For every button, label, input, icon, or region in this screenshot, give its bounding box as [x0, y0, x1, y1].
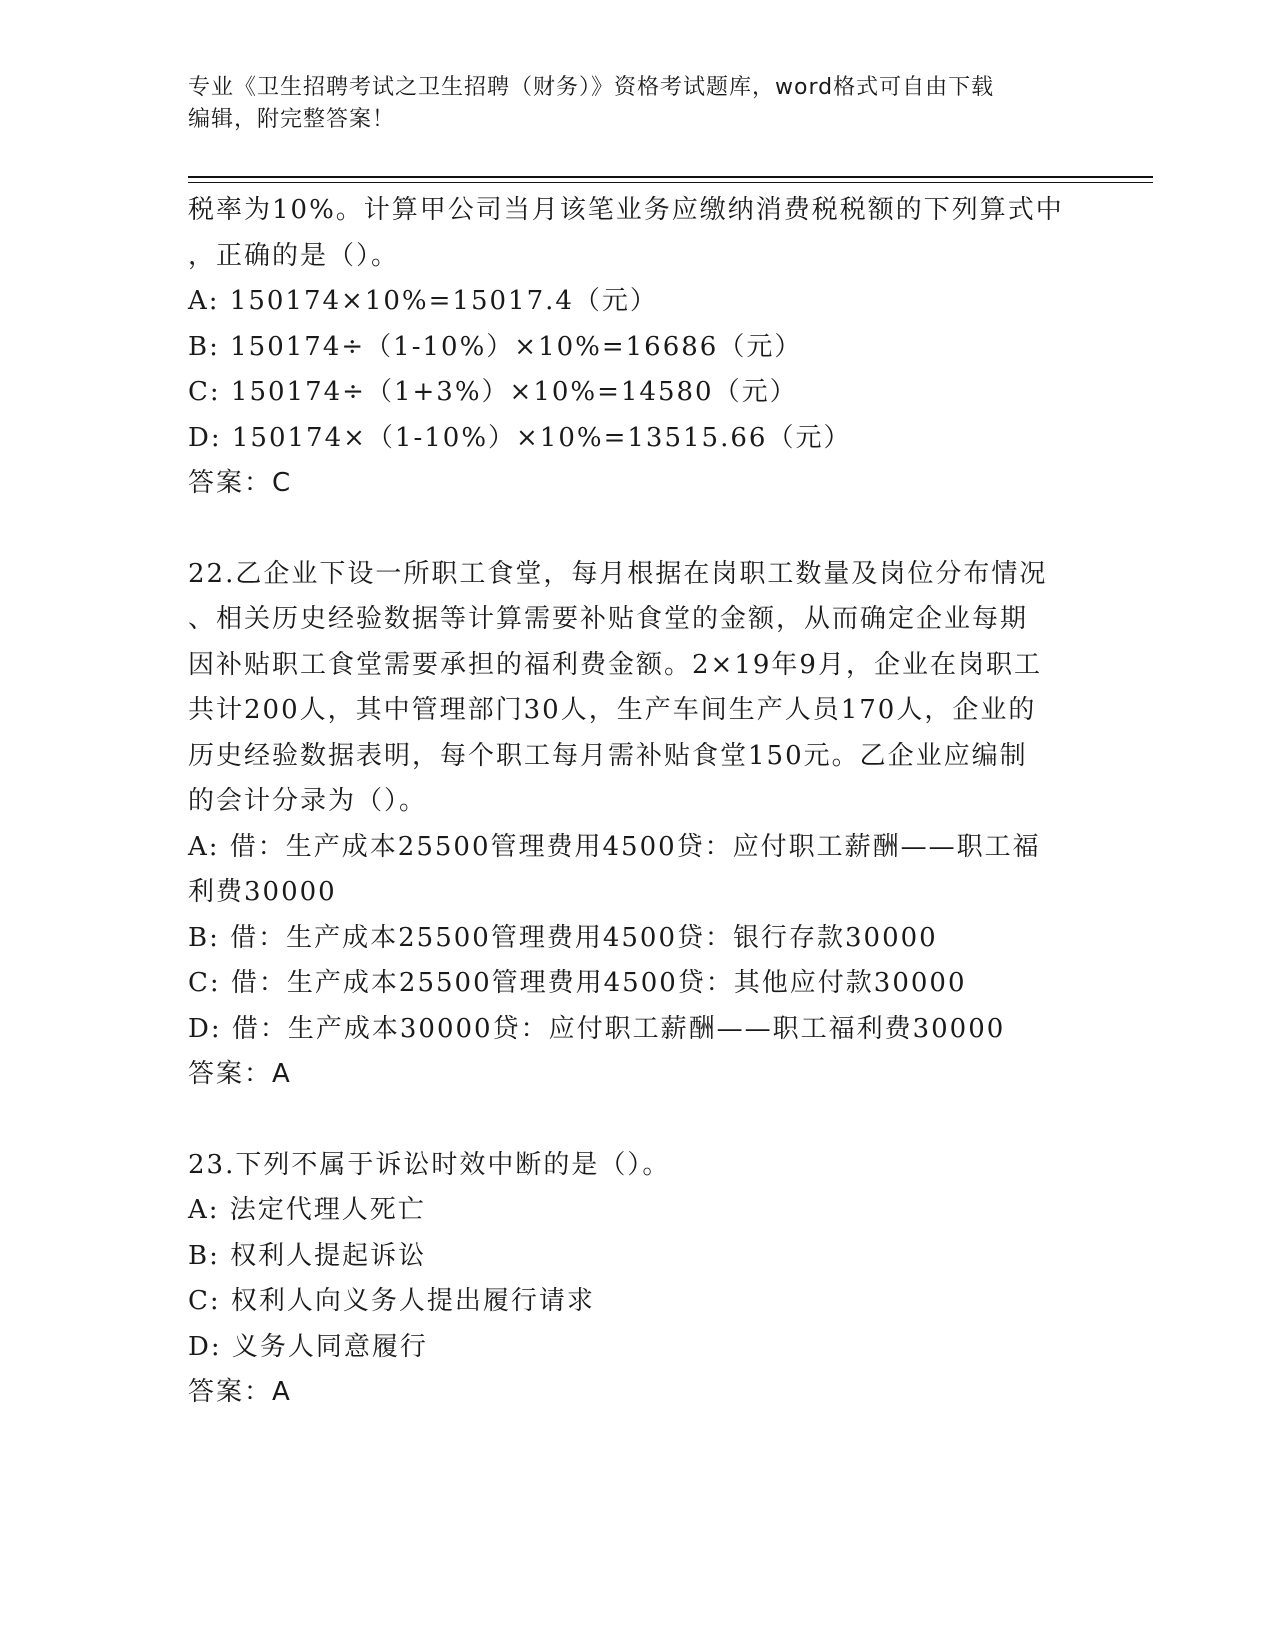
- question-stem-line: 共计200人，其中管理部门30人，生产车间生产人员170人，企业的: [188, 695, 1037, 725]
- option-c: C: 权利人向义务人提出履行请求: [188, 1286, 595, 1316]
- answer-line: 答案：C: [188, 468, 293, 498]
- option-b: B: 150174÷（1-10%）×10%=16686（元）: [188, 331, 803, 362]
- question-21: [188, 188, 1088, 507]
- option-b: B: 权利人提起诉讼: [188, 1240, 427, 1271]
- question-stem-line: 历史经验数据表明，每个职工每月需补贴食堂150元。乙企业应编制: [188, 740, 1028, 771]
- answer-line: 答案：A: [188, 1377, 292, 1407]
- question-stem-line: ，正确的是（）。: [188, 240, 400, 271]
- spacer: [188, 507, 1088, 552]
- option-d: D: 150174×（1-10%）×10%=13515.66（元）: [188, 422, 852, 453]
- document-body: [188, 188, 1088, 1416]
- document-header: [188, 72, 1068, 136]
- option-a-continued: 利费30000: [188, 877, 337, 907]
- question-stem-line: 税率为10%。计算甲公司当月该笔业务应缴纳消费税税额的下列算式中: [188, 195, 1064, 225]
- question-stem-line: 23.下列不属于诉讼时效中断的是（）。: [188, 1149, 671, 1180]
- option-a: A: 150174×10%=15017.4（元）: [188, 286, 658, 316]
- header-rule-thin: [188, 182, 1153, 183]
- question-stem-line: 、相关历史经验数据等计算需要补贴食堂的金额，从而确定企业每期: [188, 604, 1029, 634]
- spacer: [188, 1098, 1088, 1143]
- option-a: A: 借：生产成本25500管理费用4500贷：应付职工薪酬——职工福: [188, 831, 1041, 862]
- question-stem-line: 22.乙企业下设一所职工食堂，每月根据在岗职工数量及岗位分布情况: [188, 558, 1048, 589]
- question-stem-line: 因补贴职工食堂需要承担的福利费金额。2×19年9月，企业在岗职工: [188, 649, 1042, 680]
- question-23: [188, 1143, 1088, 1416]
- header-rule-thick: [188, 176, 1153, 178]
- option-a: A: 法定代理人死亡: [188, 1195, 426, 1225]
- option-c: C: 150174÷（1+3%）×10%=14580（元）: [188, 377, 798, 407]
- answer-line: 答案：A: [188, 1059, 292, 1089]
- question-stem-line: 的会计分录为（）。: [188, 786, 428, 816]
- header-line-2: 编辑，附完整答案！: [188, 107, 396, 132]
- question-22: [188, 552, 1088, 1098]
- option-c: C: 借：生产成本25500管理费用4500贷：其他应付款30000: [188, 968, 967, 998]
- option-d: D: 义务人同意履行: [188, 1331, 428, 1362]
- option-b: B: 借：生产成本25500管理费用4500贷：银行存款30000: [188, 922, 938, 953]
- option-d: D: 借：生产成本30000贷：应付职工薪酬——职工福利费30000: [188, 1013, 1006, 1044]
- header-line-1: 专业《卫生招聘考试之卫生招聘（财务）》资格考试题库，word格式可自由下载: [188, 75, 995, 100]
